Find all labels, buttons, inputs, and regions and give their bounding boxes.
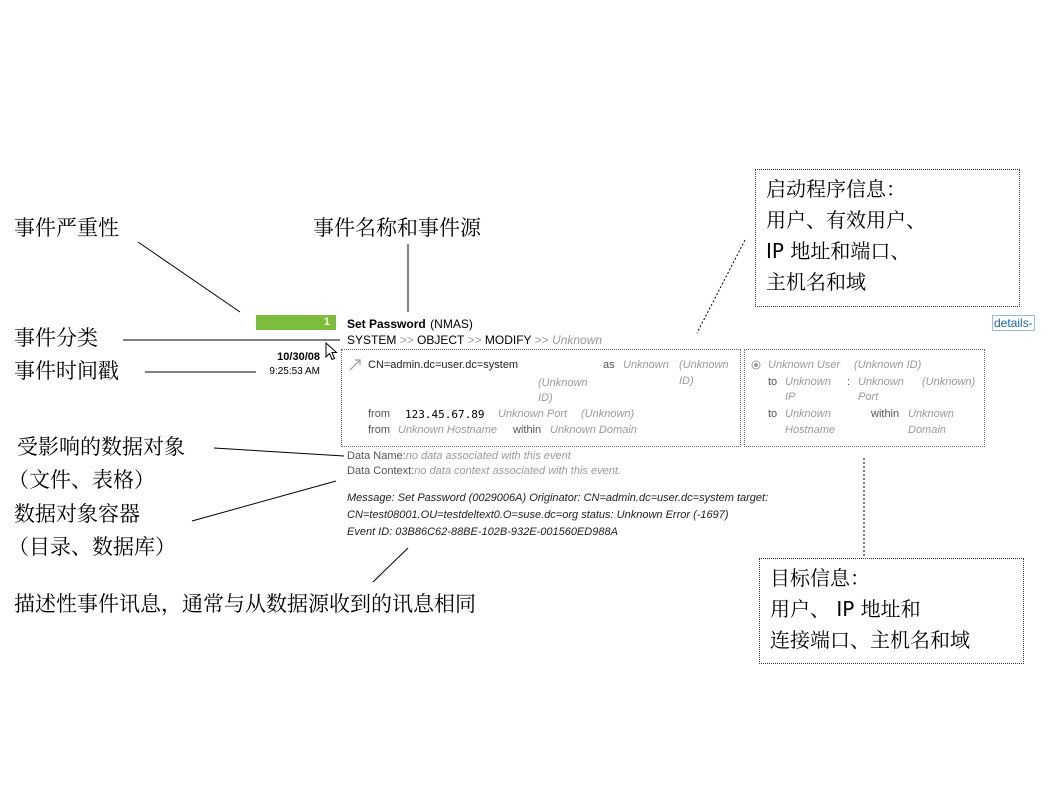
message-line: CN=test08001.OU=testdeltext0.O=suse.dc=org status: Unknown Error (-1697) — [347, 509, 729, 521]
taxonomy-separator: >> — [534, 333, 549, 347]
target-info-box — [759, 558, 1024, 664]
initiator-effective-user: Unknown — [623, 359, 669, 371]
annotation-taxonomy: 事件分类 — [14, 326, 98, 350]
target-panel — [744, 349, 985, 447]
leader-container — [192, 481, 336, 521]
initiator-as-label: as — [603, 359, 615, 371]
annotation-container: 数据对象容器 — [14, 502, 140, 526]
taxonomy-separator: >> — [467, 333, 482, 347]
event-date: 10/30/08 — [277, 351, 320, 363]
initiator-effective-user-id-end: ID) — [679, 375, 694, 387]
initiator-port-id: (Unknown) — [581, 408, 635, 420]
message-line: Message: Set Password (0029006A) Originator: CN=admin.dc=user.dc=system target: — [347, 492, 769, 504]
initiator-user-id-text: (Unknown — [538, 377, 588, 389]
initiator-host-from-label: from — [368, 424, 390, 436]
annotation-name-source: 事件名称和事件源 — [313, 216, 481, 240]
target-colon: : — [847, 376, 851, 388]
event-time: 9:25:53 AM — [269, 366, 320, 377]
leader-initiator — [697, 240, 745, 333]
target-info-line: 用户、 IP 地址和 — [770, 597, 921, 621]
event-source: (NMAS) — [430, 317, 473, 331]
initiator-info-line: IP 地址和端口、 — [766, 239, 911, 263]
taxonomy-level: MODIFY — [484, 333, 532, 347]
annotation-affected-object: 受影响的数据对象 — [17, 435, 185, 459]
target-info-line: 连接端口、主机名和域 — [770, 628, 970, 652]
data-context-label: Data Context: — [347, 465, 415, 477]
initiator-user: CN=admin.dc=user.dc=system — [368, 359, 519, 371]
event-name[interactable]: Set Password — [347, 317, 426, 331]
target-within-label: within — [871, 408, 900, 420]
event-message — [347, 490, 768, 541]
initiator-info-line: 主机名和域 — [766, 270, 866, 294]
initiator-info-box — [755, 169, 1020, 307]
data-name-label: Data Name: — [347, 450, 406, 462]
leader-message — [373, 548, 408, 582]
mouse-cursor-icon — [325, 342, 339, 362]
taxonomy-separator: >> — [399, 333, 414, 347]
initiator-within-label: within — [513, 424, 542, 436]
target-ip-label: IP — [785, 391, 796, 403]
taxonomy-level: OBJECT — [417, 333, 465, 347]
radio-target-icon[interactable] — [751, 360, 761, 370]
target-host-to-label: to — [768, 408, 778, 420]
annotation-timestamp: 事件时间戳 — [14, 359, 119, 383]
event-id: Event ID: 03B86C62-88BE-102B-932E-001560ED988A — [347, 526, 618, 538]
target-info-line: 目标信息： — [770, 566, 870, 590]
target-port: Unknown — [858, 376, 904, 388]
annotation-message: 描述性事件讯息，通常与从数据源收到的讯息相同 — [14, 592, 476, 616]
annotation-container-examples: （目录、数据库） — [8, 535, 176, 559]
initiator-info-line: 启动程序信息： — [766, 177, 906, 201]
target-port-id: (Unknown) — [922, 376, 976, 388]
target-to-label: to — [768, 376, 778, 388]
initiator-panel — [341, 349, 741, 447]
annotation-severity: 事件严重性 — [14, 216, 119, 240]
initiator-port: Unknown Port — [498, 408, 568, 420]
target-port-label: Port — [858, 391, 879, 403]
severity-bar — [256, 315, 336, 330]
annotation-affected-object-examples: （文件、表格） — [8, 468, 155, 492]
initiator-ip: 123.45.67.89 — [405, 408, 485, 421]
target-hostname-label: Hostname — [785, 424, 836, 436]
target-user-id: (Unknown ID) — [854, 359, 922, 371]
taxonomy-level: Unknown — [552, 333, 603, 347]
expand-arrow-icon[interactable] — [349, 359, 361, 371]
event-taxonomy — [347, 333, 602, 347]
initiator-domain: Unknown Domain — [550, 424, 637, 436]
data-context-field — [347, 465, 621, 477]
initiator-info-line: 用户、有效用户、 — [766, 208, 926, 232]
taxonomy-level: SYSTEM — [347, 333, 397, 347]
target-hostname: Unknown — [785, 408, 831, 420]
data-name-field — [347, 450, 571, 462]
target-domain-label: Domain — [908, 424, 946, 436]
target-domain: Unknown — [908, 408, 954, 420]
target-ip: Unknown — [785, 376, 831, 388]
data-name-value: no data associated with this event — [405, 450, 571, 462]
data-context-value: no data context associated with this event. — [414, 465, 621, 477]
initiator-user-id-end: ID) — [538, 392, 553, 404]
event-header — [347, 315, 473, 333]
initiator-effective-user-id: (Unknown — [679, 359, 729, 371]
initiator-hostname: Unknown Hostname — [398, 424, 498, 436]
leader-affected-object — [214, 448, 344, 456]
initiator-user-id — [538, 378, 588, 389]
target-user: Unknown User — [768, 359, 841, 371]
severity-value: 1 — [323, 316, 330, 328]
leader-severity — [138, 242, 240, 312]
initiator-from-label: from — [368, 408, 390, 420]
details-link[interactable]: details- — [994, 316, 1033, 330]
